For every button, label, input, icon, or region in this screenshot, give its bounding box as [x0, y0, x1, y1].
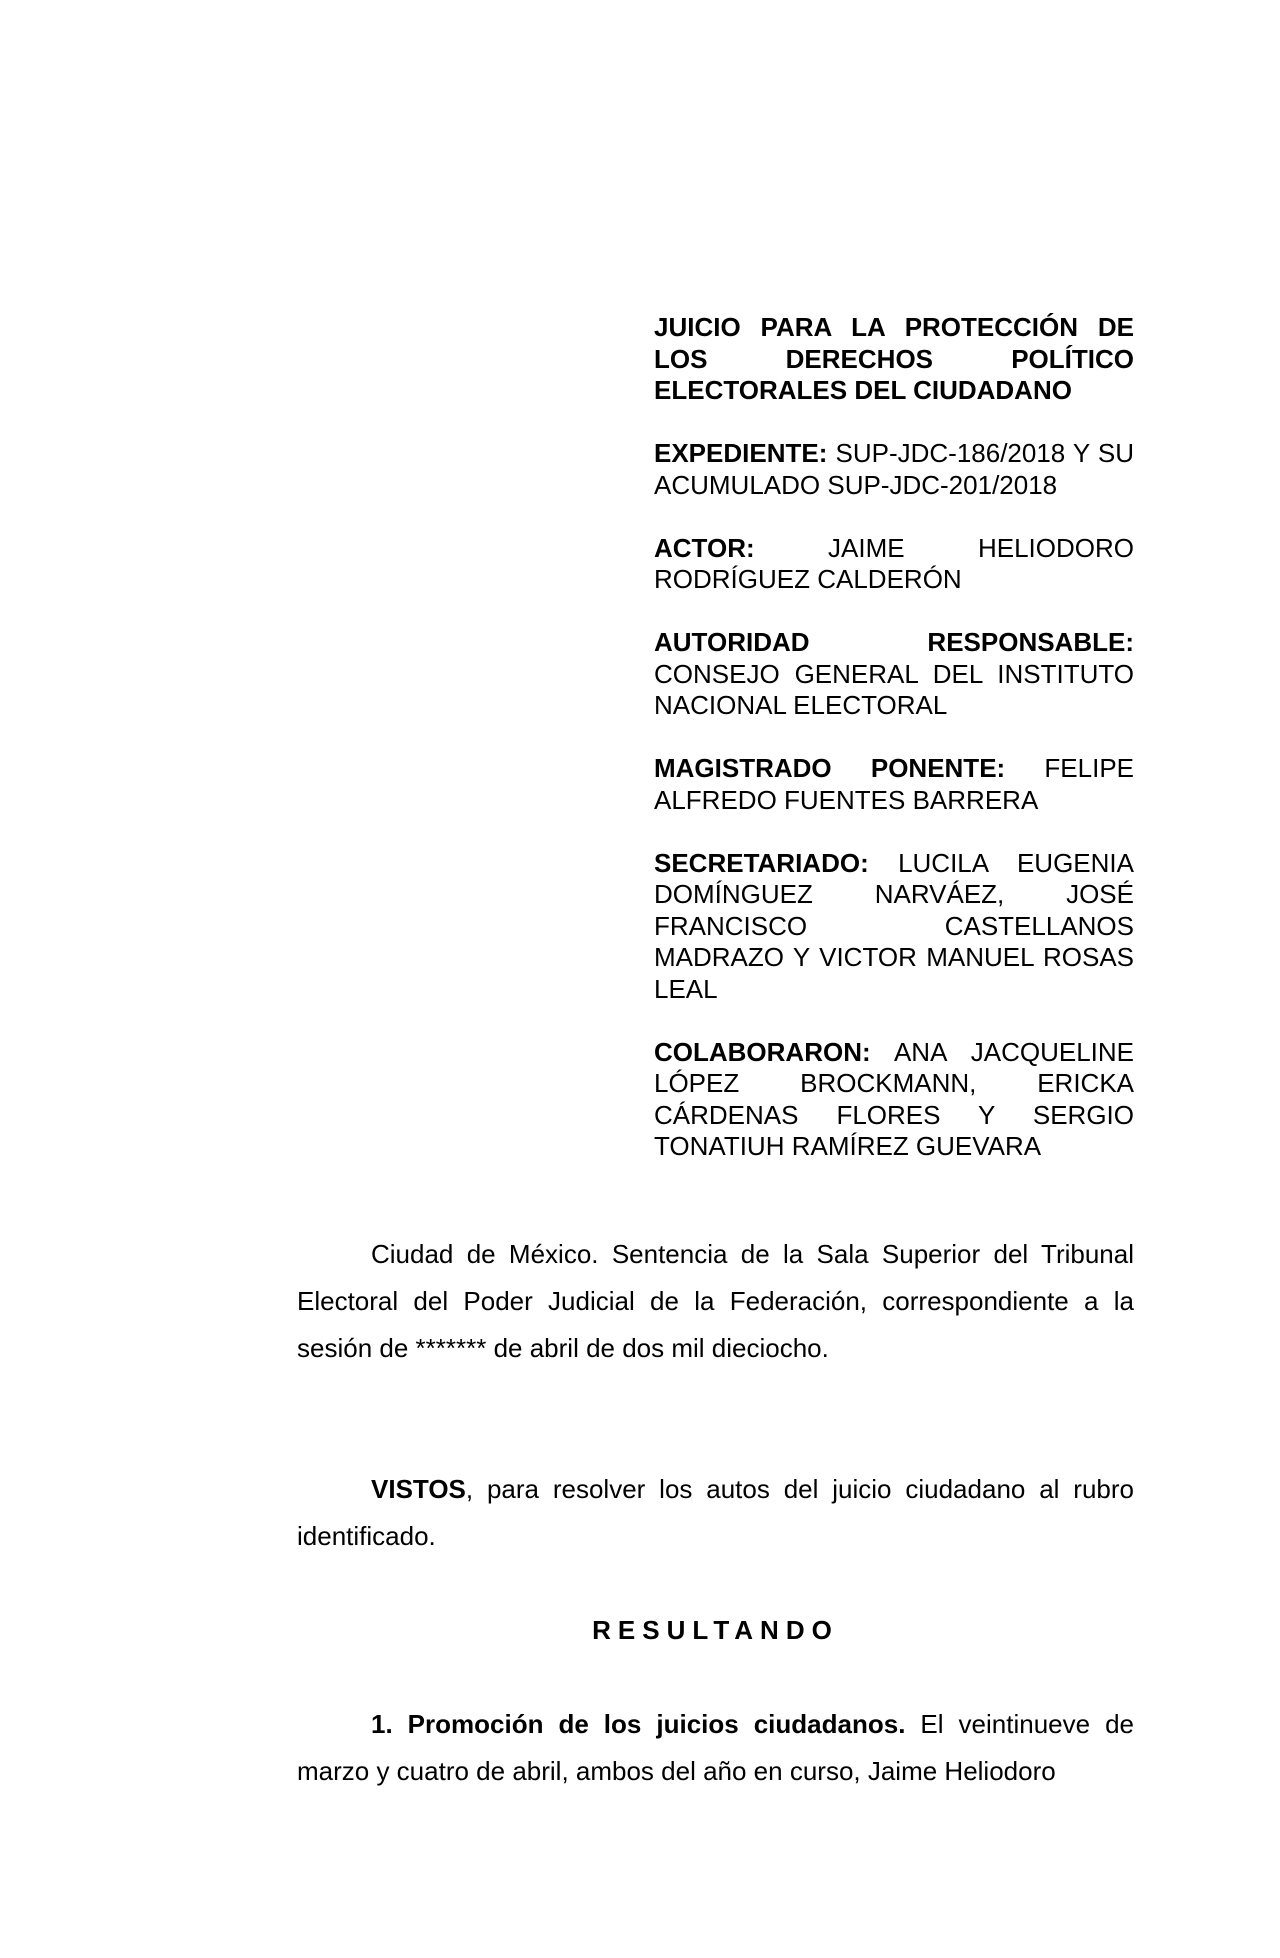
item1-paragraph: [297, 1701, 1134, 1795]
expediente-value: SUP-JDC-186/2018 Y SU ACUMULADO SUP-JDC-201/2018: [654, 438, 1134, 500]
magistrado-value: FELIPE ALFREDO FUENTES BARRERA: [654, 753, 1134, 815]
actor-value: JAIME HELIODORO RODRÍGUEZ CALDERÓN: [654, 532, 1134, 594]
vistos-paragraph: [297, 1466, 1134, 1560]
intro-paragraph: Ciudad de México. Sentencia de la Sala Superior del Tribunal Electoral del Poder Judicial de la Federación, correspondiente a la sesión de ******* de abril de dos mil dieciocho.: [297, 1239, 1134, 1363]
actor-label: ACTOR:: [654, 532, 755, 563]
colaboraron-value: ANA JACQUELINE LÓPEZ BROCKMANN, ERICKA CÁRDENAS FLORES Y SERGIO TONATIUH RAMÍREZ GUEVARA: [654, 1036, 1134, 1161]
expediente-label: EXPEDIENTE:: [654, 438, 828, 468]
autoridad-label: AUTORIDAD RESPONSABLE:: [654, 627, 1134, 657]
magistrado-label: MAGISTRADO PONENTE:: [654, 753, 1006, 783]
secretariado-label: SECRETARIADO:: [654, 847, 869, 878]
vistos-paragraph-block: [297, 1466, 1134, 1560]
secretariado-entry: [654, 848, 1134, 1006]
vistos-text: , para resolver los autos del juicio ciudadano al rubro identificado.: [297, 1474, 1134, 1551]
actor-entry: [654, 533, 1134, 596]
section-heading-resultando: RESULTANDO: [592, 1615, 839, 1645]
item1-label: 1. Promoción de los juicios ciudadanos.: [371, 1709, 906, 1739]
case-caption: JUICIO PARA LA PROTECCIÓN DE LOS DERECHOS POLÍTICO ELECTORALES DEL CIUDADANO: [654, 312, 1134, 405]
colaboraron-entry: [654, 1037, 1134, 1163]
intro-paragraph-block: [297, 1231, 1134, 1372]
autoridad-value: CONSEJO GENERAL DEL INSTITUTO NACIONAL ELECTORAL: [654, 658, 1134, 720]
expediente-entry: [654, 438, 1134, 501]
secretariado-value: LUCILA EUGENIA DOMÍNGUEZ NARVÁEZ, JOSÉ FRANCISCO CASTELLANOS MADRAZO Y VICTOR MANUEL ROSAS LEAL: [654, 847, 1134, 1004]
colaboraron-label: COLABORARON:: [654, 1036, 871, 1067]
autoridad-entry: [654, 627, 1134, 722]
magistrado-entry: [654, 753, 1134, 816]
vistos-label: VISTOS: [371, 1474, 466, 1504]
item1-paragraph-block: [297, 1701, 1134, 1795]
item1-text: El veintinueve de marzo y cuatro de abril, ambos del año en curso, Jaime Heliodoro: [297, 1709, 1134, 1786]
case-header: [654, 312, 1134, 1194]
